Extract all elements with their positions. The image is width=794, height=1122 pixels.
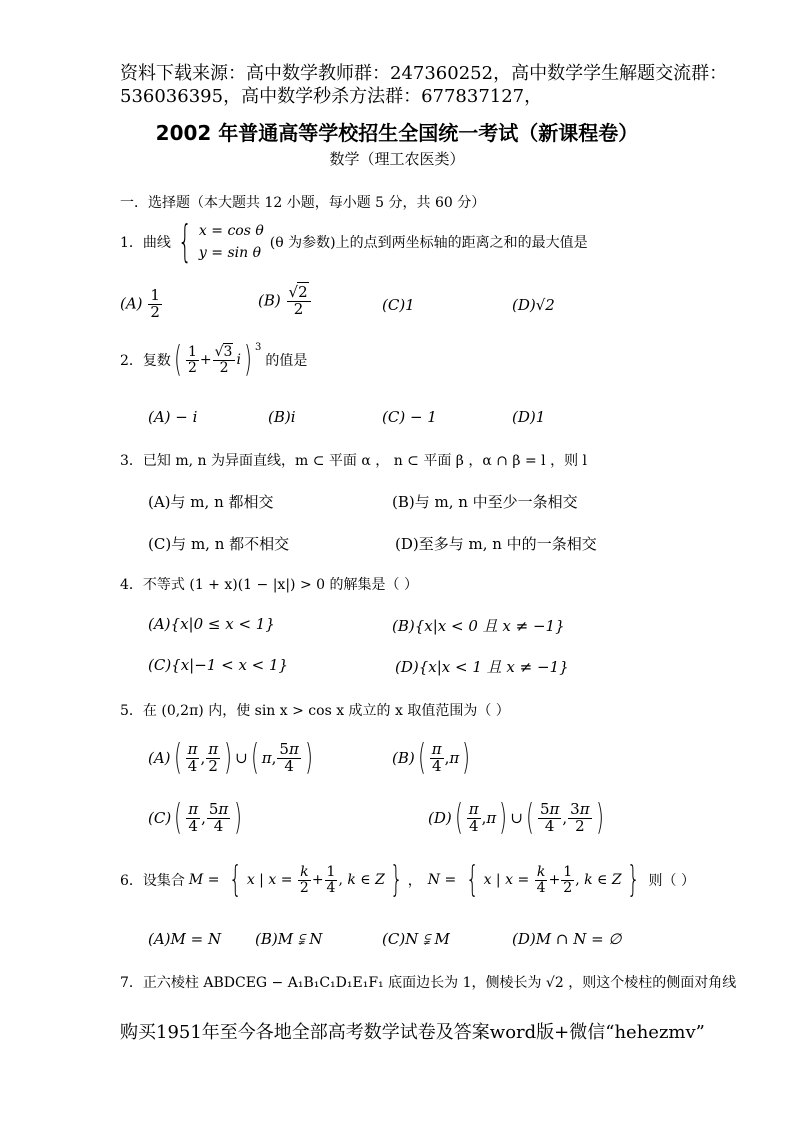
q6-option-a: (A)M = N [148,930,222,948]
q4-option-d: (D){x|x < 1 且 x ≠ −1} [395,658,569,676]
q4-option-c: (C){x|−1 < x < 1} [148,656,289,674]
q6-mid: ， [407,873,422,889]
q5-option-c-label: (C) [148,809,172,827]
right-paren: ) [244,339,252,380]
q1-option-a: (A) $\frac{1}{2}$ [120,286,160,321]
q6-number: 6．设集合 [120,873,185,889]
q1-y-equation: y = sin θ [198,245,262,261]
q6-option-d: (D)M ∩ N = ∅ [512,930,622,948]
q1-option-c: (C)1 [382,296,415,314]
q2-option-d: (D)1 [512,408,546,426]
q3-option-b: (B)与 m, n 中至少一条相交 [392,493,578,511]
q1-option-d: (D)√2 [512,296,555,314]
q6-option-c: (C)N ⫋ M [382,930,450,948]
q5-option-b: (B) ( $\frac{\pi}{4}$ , π ) [392,737,471,778]
q3-option-d: (D)至多与 m, n 中的一条相交 [395,535,597,553]
q1-x-equation: x = cos θ [198,223,264,239]
q2-option-b: (B)i [268,408,296,426]
q4-option-a: (A){x|0 ≤ x < 1} [148,615,275,633]
q5-option-b-label: (B) [392,749,415,767]
q5-option-a: (A) ( $\frac{\pi}{4}$ , $\frac{\pi}{2}$ ) ∪ ( π , $\frac{5\pi}{4}$ ) [148,737,313,778]
q1-tail: 上的点到两坐标轴的距离之和的最大值是 [335,235,588,251]
question-5: 5．在 (0,2π) 内，使 sin x > cos x 成立的 x 取值范围为（ ） [120,703,510,719]
question-2: 2．复数 ( $\frac{1}{2}$ + $\frac{√3}{2}$ i ) $^3$ 的值是 [120,339,308,380]
q1-option-b-label: (B) [258,291,281,310]
footer-ad: 购买1951年至今各地全部高考数学试卷及答案word版+微信“hehezmv” [120,1022,705,1043]
q1-option-b: (B) $\frac{√2}{2}$ [258,285,312,318]
question-3: 3．已知 m, n 为异面直线，m ⊂ 平面 α ， n ⊂ 平面 β ，α ∩ β = l ，则 l [120,453,588,469]
q5-option-d-label: (D) [428,809,452,827]
q1-option-a-label: (A) [120,294,143,313]
q2-option-a: (A) − i [148,408,198,426]
q2-tail: 的值是 [265,353,308,369]
q5-option-a-label: (A) [148,749,171,767]
q1-param: (θ 为参数) [269,235,336,251]
exam-title: 2002 年普通高等学校招生全国统一考试（新课程卷） [155,121,639,145]
header-line-1: 资料下载来源：高中数学教师群：247360252，高中数学学生解题交流群： [120,63,728,84]
left-brace: { [177,216,192,267]
header-line-2: 536036395，高中数学秒杀方法群：677837127， [120,86,543,107]
question-4: 4．不等式 (1 + x)(1 − |x|) > 0 的解集是（ ） [120,577,418,593]
q2-number: 2．复数 [120,353,171,369]
exam-subtitle: 数学（理工农医类） [329,150,465,168]
q5-option-c: (C) ( $\frac{\pi}{4}$ , $\frac{5\pi}{4}$ ) [148,797,243,838]
q6-tail: 则（ ） [648,873,695,889]
question-7: 7．正六棱柱 ABDCEG − A₁B₁C₁D₁E₁F₁ 底面边长为 1，侧棱长为 √2 ，则这个棱柱的侧面对角线 [120,975,737,991]
section-heading: 一．选择题（本大题共 12 小题，每小题 5 分，共 60 分） [120,195,486,211]
q1-parametric-system [199,220,264,264]
question-1 [120,216,588,267]
q2-option-c: (C) − 1 [382,408,437,426]
q3-option-a: (A)与 m, n 都相交 [148,493,274,511]
q6-option-b: (B)M ⫋ N [255,930,323,948]
question-6: 6．设集合 M = { x | x = $\frac{k}{2}$ + $\frac{1}{4}$ , k ∈ Z } ， N = { x | x = $\frac{k}{4}$ + $\frac{1}{2}$ , k ∈ Z } 则（ ） [120,859,695,900]
q1-number: 1．曲线 [120,235,171,251]
left-paren: ( [174,339,182,380]
q5-option-d: (D) ( $\frac{\pi}{4}$ , π ) ∪ ( $\frac{5\pi}{4}$ , $\frac{3\pi}{2}$ ) [428,797,604,838]
q4-option-b: (B){x|x < 0 且 x ≠ −1} [392,617,565,635]
q3-option-c: (C)与 m, n 都不相交 [148,535,290,553]
